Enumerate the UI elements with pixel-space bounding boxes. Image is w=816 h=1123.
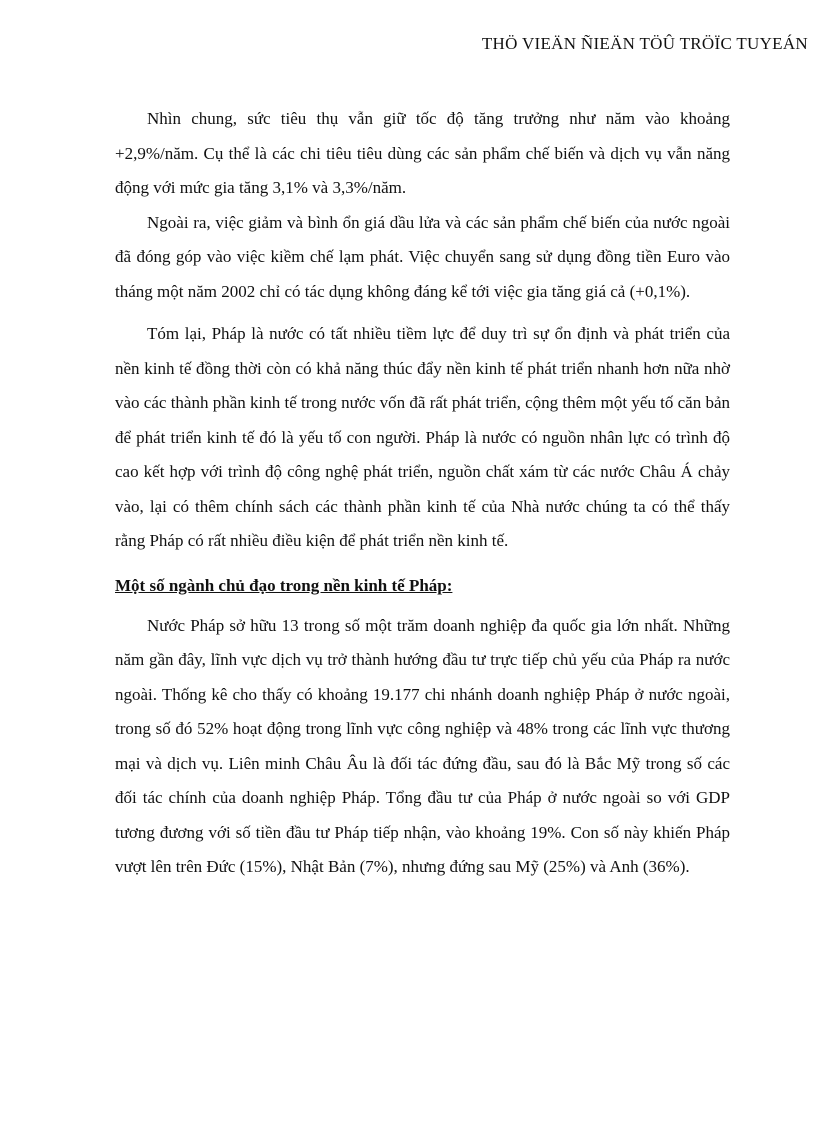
running-header: THÖ VIEÄN ÑIEÄN TÖÛ TRÖÏC TUYEÁN [481,34,808,53]
paragraph-key-industries: Nước Pháp sở hữu 13 trong số một trăm doanh nghiệp đa quốc gia lớn nhất. Những năm gần đây, lĩnh vực dịch vụ trở thành hướng đầu tư trực tiếp chủ yếu của Pháp ra nước ngoài. Thống kê cho thấy có khoảng 19.177 chi nhánh doanh nghiệp Pháp ở nước ngoài, trong số đó 52% hoạt động trong lĩnh vực công nghiệp và 48% trong các lĩnh vực thương mại và dịch vụ. Liên minh Châu Âu là đối tác đứng đầu, sau đó là Bắc Mỹ trong số các đối tác chính của doanh nghiệp Pháp. Tổng đầu tư của Pháp ở nước ngoài so với GDP tương đương với số tiền đầu tư Pháp tiếp nhận, vào khoảng 19%. Con số này khiến Pháp vượt lên trên Đức (15%), Nhật Bản (7%), nhưng đứng sau Mỹ (25%) và Anh (36%). [115,615,730,876]
section-heading: Một số ngành chủ đạo trong nền kinh tế Pháp: [115,575,453,595]
paragraph-consumption: Nhìn chung, sức tiêu thụ vẫn giữ tốc độ tăng trưởng như năm vào khoảng +2,9%/năm. Cụ thể là các chi tiêu tiêu dùng các sản phẩm chế biến và dịch vụ vẫn năng động với mức gia tăng 3,1% và 3,3%/năm. [115,109,730,197]
paragraph-inflation: Ngoài ra, việc giảm và bình ổn giá dầu lửa và các sản phẩm chế biến của nước ngoài đã đóng góp vào việc kiềm chế lạm phát. Việc chuyển sang sử dụng đồng tiền Euro vào tháng một năm 2002 chỉ có tác dụng không đáng kể tới việc gia tăng giá cả (+0,1%). [115,212,730,301]
paragraph-summary: Tóm lại, Pháp là nước có tất nhiều tiềm lực để duy trì sự ổn định và phát triển của nền kinh tế đồng thời còn có khả năng thúc đẩy nền kinh tế phát triển nhanh hơn nữa nhờ vào các thành phần kinh tế trong nước vốn đã rất phát triển, cộng thêm một yếu tố căn bản để phát triển kinh tế đó là yếu tố con người. Pháp là nước có nguồn nhân lực có trình độ cao kết hợp với trình độ công nghệ phát triển, nguồn chất xám từ các nước Châu Á chảy vào, lại có thêm chính sách các thành phần kinh tế của Nhà nước chúng ta có thể thấy rằng Pháp có rất nhiều điều kiện để phát triển nền kinh tế. [115,324,730,550]
document-body [115,102,730,885]
